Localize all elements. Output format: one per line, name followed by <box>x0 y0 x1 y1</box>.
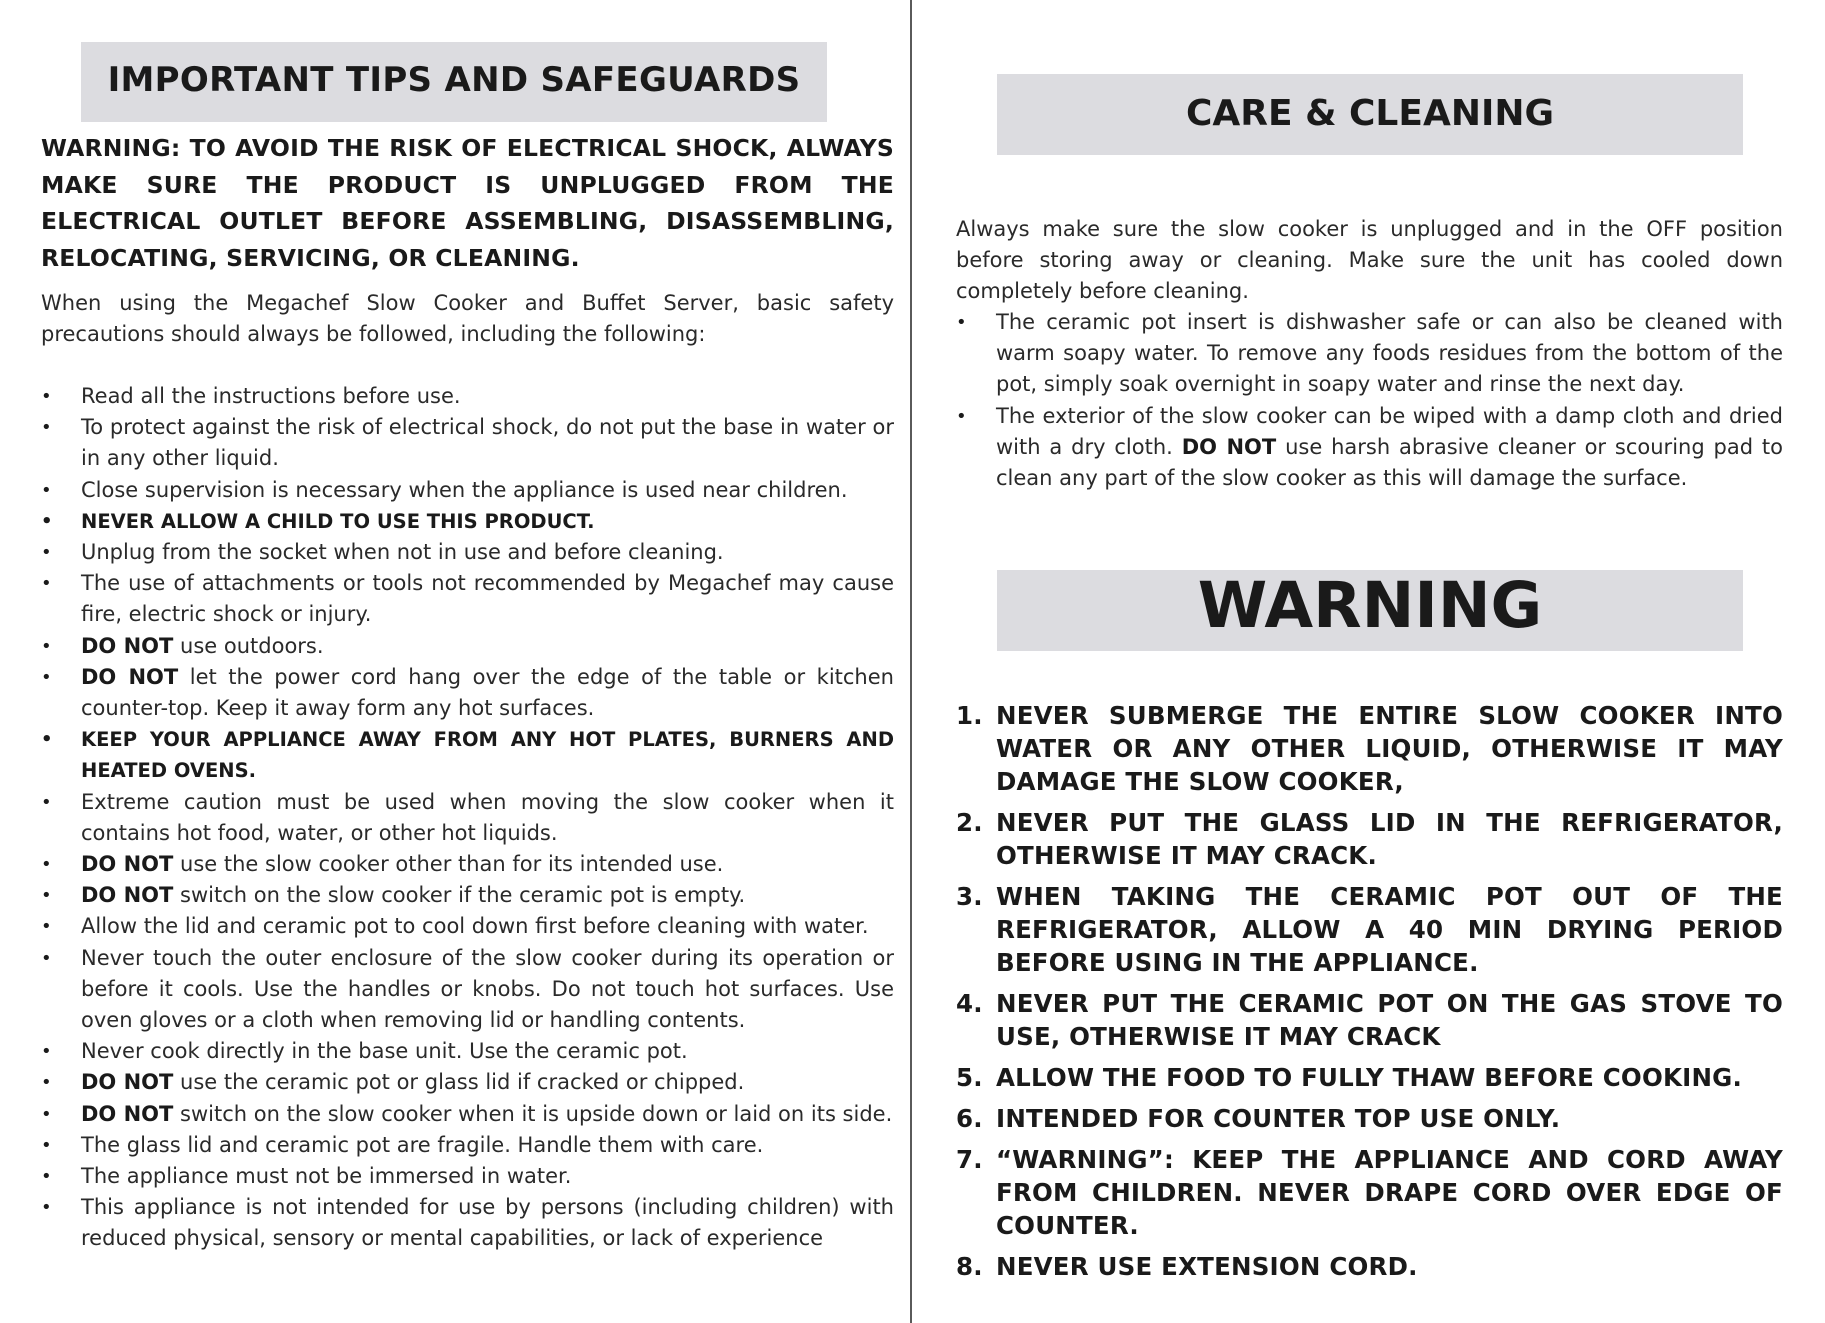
safety-bullet-item <box>41 1130 894 1161</box>
safety-bullet-item <box>41 506 894 537</box>
safety-bullet-item <box>41 1067 894 1098</box>
bullet-text: use the ceramic pot or glass lid if cracked or chipped. <box>173 1070 745 1095</box>
bullet-text: switch on the slow cooker if the ceramic pot is empty. <box>173 883 746 908</box>
electrical-shock-warning: WARNING: TO AVOID THE RISK OF ELECTRICAL SHOCK, ALWAYS MAKE SURE THE PRODUCT IS UNPLUGGED FROM THE ELECTRICAL OUTLET BEFORE ASSEMBLING, DISASSEMBLING, RELOCATING, SERVICING, OR CLEANING. <box>41 134 894 272</box>
bullet-text: switch on the slow cooker when it is upside down or laid on its side. <box>173 1101 893 1126</box>
safety-bullet-item <box>41 537 894 568</box>
safety-bullet-list <box>41 381 894 1255</box>
safety-bullet-item <box>41 412 894 474</box>
bullet-text: Never cook directly in the base unit. Use the ceramic pot. <box>81 1039 688 1064</box>
bullet-text: Extreme caution must be used when moving the slow cooker when it contains hot food, water, or other hot liquids. <box>81 789 894 845</box>
bullet-text: The appliance must not be immersed in water. <box>81 1164 572 1189</box>
safety-bullet-item <box>41 631 894 662</box>
safety-bullet-item <box>41 724 894 786</box>
bold-emphasis: DO NOT <box>81 664 179 689</box>
warning-text: NEVER PUT THE CERAMIC POT ON THE GAS STOVE TO USE, OTHERWISE IT MAY CRACK <box>996 989 1783 1052</box>
warning-number: 4. <box>956 989 983 1019</box>
safety-bullet-item <box>41 475 894 506</box>
safety-bullet-item <box>41 1192 894 1254</box>
safety-intro: When using the Megachef Slow Cooker and Buffet Server, basic safety precautions should always be followed, including the following: <box>41 291 894 346</box>
bold-emphasis: NEVER ALLOW A CHILD TO USE THIS PRODUCT. <box>81 509 595 533</box>
bullet-text: use harsh abrasive cleaner or scouring pad to clean any part of the slow cooker as this will damage the surface. <box>996 434 1783 491</box>
warning-numbered-list <box>956 699 1783 1283</box>
warning-heading: WARNING <box>997 570 1743 651</box>
warning-text: WHEN TAKING THE CERAMIC POT OUT OF THE REFRIGERATOR, ALLOW A 40 MIN DRYING PERIOD BEFORE USING IN THE APPLIANCE. <box>996 882 1783 978</box>
warning-text: INTENDED FOR COUNTER TOP USE ONLY. <box>996 1104 1561 1134</box>
warning-item <box>956 1143 1783 1242</box>
bullet-text: The exterior of the slow cooker can be wiped with a damp cloth and dried with a dry cloth. <box>996 403 1783 459</box>
bullet-text: use outdoors. <box>173 633 324 658</box>
warning-text: “WARNING”: KEEP THE APPLIANCE AND CORD AWAY FROM CHILDREN. NEVER DRAPE CORD OVER EDGE OF COUNTER. <box>996 1145 1783 1241</box>
right-page <box>912 0 1825 1323</box>
bullet-text: use the slow cooker other than for its intended use. <box>173 852 724 877</box>
bullet-text: Close supervision is necessary when the appliance is used near children. <box>81 477 848 502</box>
care-bullet-item <box>956 401 1783 495</box>
safety-bullet-item <box>41 568 894 630</box>
warning-text: ALLOW THE FOOD TO FULLY THAW BEFORE COOKING. <box>996 1063 1743 1093</box>
bold-emphasis: DO NOT <box>81 633 174 658</box>
bullet-text: Unplug from the socket when not in use and before cleaning. <box>81 540 724 565</box>
warning-item <box>956 987 1783 1053</box>
care-cleaning-heading: CARE & CLEANING <box>997 74 1743 155</box>
bold-emphasis: KEEP YOUR APPLIANCE AWAY FROM ANY HOT PLATES, BURNERS AND HEATED OVENS. <box>81 728 894 783</box>
safety-bullet-item <box>41 911 894 942</box>
warning-number: 5. <box>956 1063 983 1093</box>
warning-text: NEVER USE EXTENSION CORD. <box>996 1252 1418 1282</box>
warning-number: 1. <box>956 701 983 731</box>
warning-number: 2. <box>956 808 983 838</box>
warning-item <box>956 1102 1783 1135</box>
warning-number: 7. <box>956 1145 983 1175</box>
bold-emphasis: DO NOT <box>81 883 174 908</box>
bullet-text: This appliance is not intended for use by persons (including children) with reduced physical, sensory or mental capabilities, or lack of experience <box>81 1195 894 1251</box>
safety-bullet-item <box>41 381 894 412</box>
bullet-text: Allow the lid and ceramic pot to cool down first before cleaning with water. <box>81 914 869 939</box>
warning-number: 3. <box>956 882 983 912</box>
warning-text: NEVER SUBMERGE THE ENTIRE SLOW COOKER INTO WATER OR ANY OTHER LIQUID, OTHERWISE IT MAY DAMAGE THE SLOW COOKER, <box>996 701 1783 797</box>
warning-text: NEVER PUT THE GLASS LID IN THE REFRIGERATOR, OTHERWISE IT MAY CRACK. <box>996 808 1783 871</box>
tips-safeguards-heading: IMPORTANT TIPS AND SAFEGUARDS <box>81 42 827 122</box>
care-bullet-list <box>956 307 1783 494</box>
bold-emphasis: DO NOT <box>81 1070 174 1095</box>
warning-item <box>956 1061 1783 1094</box>
warning-item <box>956 1250 1783 1283</box>
bold-emphasis: DO NOT <box>1181 434 1277 459</box>
bullet-text: let the power cord hang over the edge of the table or kitchen counter-top. Keep it away form any hot surfaces. <box>81 664 894 721</box>
warning-item <box>956 806 1783 872</box>
care-intro: Always make sure the slow cooker is unplugged and in the OFF position before storing away or cleaning. Make sure the unit has cooled down completely before cleaning. <box>956 217 1783 303</box>
warning-item <box>956 699 1783 798</box>
safety-bullet-item <box>41 1036 894 1067</box>
bullet-text: The ceramic pot insert is dishwasher safe or can also be cleaned with warm soapy water. To remove any foods residues from the bottom of the pot, simply soak overnight in soapy water and rinse the next day. <box>996 310 1783 397</box>
safety-bullet-item <box>41 1099 894 1130</box>
bullet-text: Read all the instructions before use. <box>81 384 461 408</box>
warning-number: 8. <box>956 1252 983 1282</box>
bullet-text: The use of attachments or tools not recommended by Megachef may cause fire, electric shock or injury. <box>81 571 894 627</box>
warning-number: 6. <box>956 1104 983 1134</box>
safety-bullet-item <box>41 849 894 880</box>
bold-emphasis: DO NOT <box>81 1101 174 1126</box>
left-page <box>0 0 910 1323</box>
bullet-text: The glass lid and ceramic pot are fragile. Handle them with care. <box>81 1132 764 1157</box>
bullet-text: To protect against the risk of electrical shock, do not put the base in water or in any other liquid. <box>81 415 894 471</box>
care-bullet-item <box>956 307 1783 401</box>
warning-item <box>956 880 1783 979</box>
safety-bullet-item <box>41 662 894 724</box>
safety-bullet-item <box>41 1161 894 1192</box>
bold-emphasis: DO NOT <box>81 852 174 877</box>
safety-bullet-item <box>41 943 894 1037</box>
safety-bullet-item <box>41 787 894 849</box>
safety-bullet-item <box>41 880 894 911</box>
bullet-text: Never touch the outer enclosure of the slow cooker during its operation or before it cools. Use the handles or knobs. Do not touch hot surfaces. Use oven gloves or a cloth when removing lid or handling contents. <box>81 945 894 1033</box>
